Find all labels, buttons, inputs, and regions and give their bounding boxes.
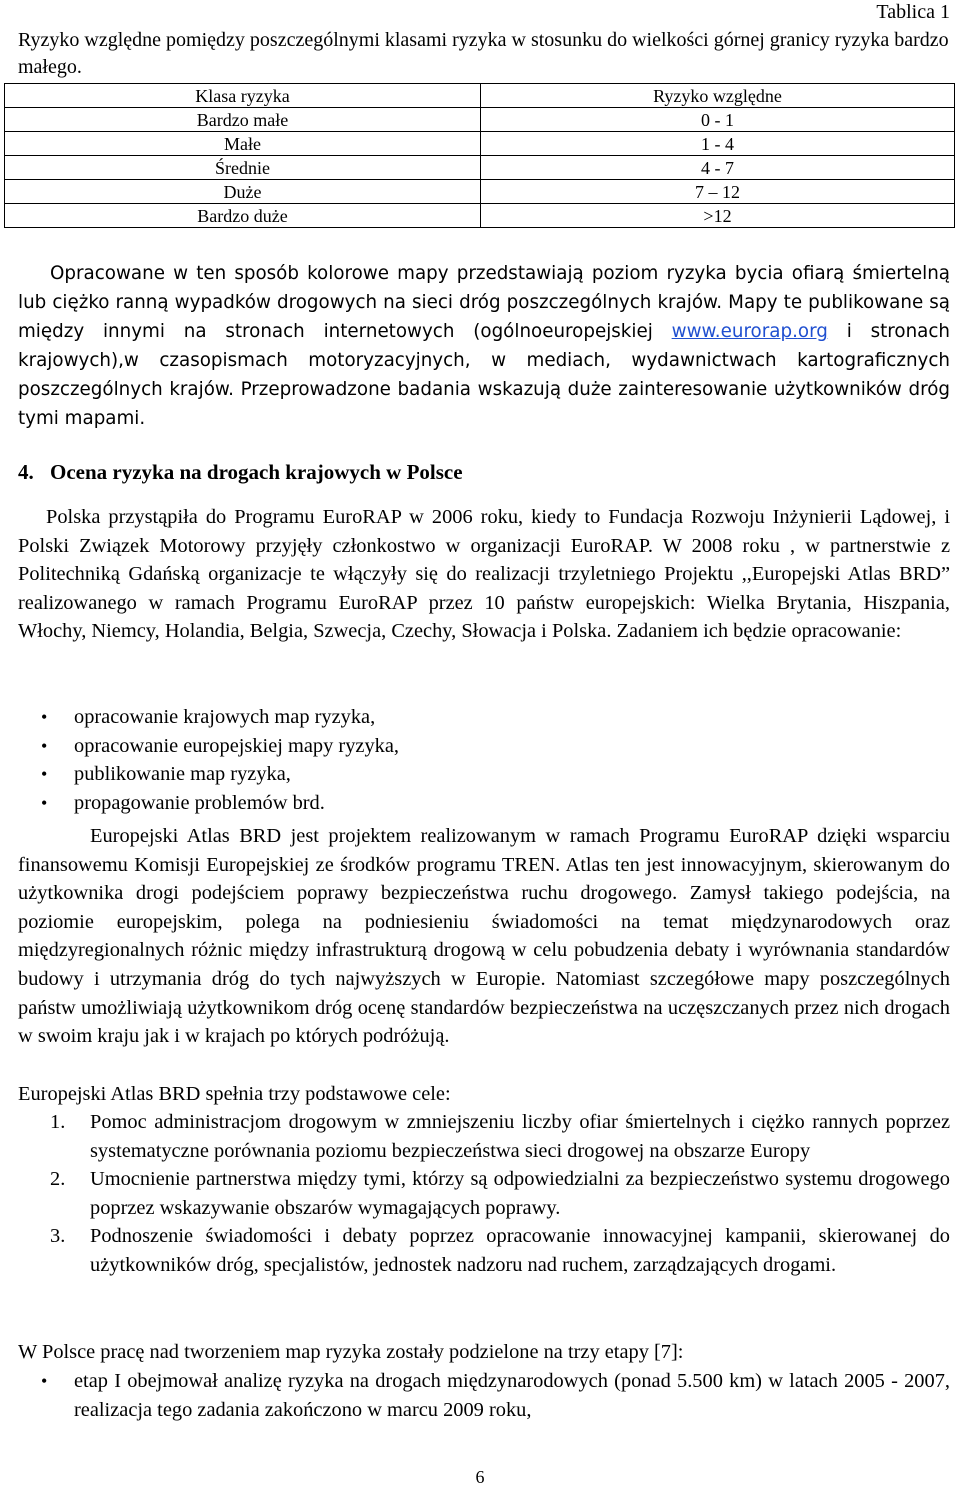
list-item: • publikowanie map ryzyka, <box>18 760 950 789</box>
list-item: • propagowanie problemów brd. <box>18 789 950 818</box>
table-row <box>5 204 955 228</box>
section-number: 4. <box>18 460 34 484</box>
table-label: Tablica 1 <box>876 1 950 23</box>
table-cell: 1 - 4 <box>481 132 955 156</box>
table-row <box>5 180 955 204</box>
list-item: • opracowanie krajowych map ryzyka, <box>18 703 950 732</box>
table-cell: Średnie <box>5 156 481 180</box>
list-number: 2. <box>50 1168 66 1190</box>
list-number: 3. <box>50 1225 66 1247</box>
table-header-cell: Klasa ryzyka <box>5 84 481 108</box>
eurorap-link[interactable]: www.eurorap.org <box>671 321 828 342</box>
table-cell: 7 – 12 <box>481 180 955 204</box>
list-item: 2. Umocnienie partnerstwa między tymi, którzy są odpowiedzialni za bezpieczeństwo systemu drogowego poprzez wskazywanie obszarów wymagających poprawy. <box>18 1165 950 1222</box>
table-header-row <box>5 84 955 108</box>
bullet-icon: • <box>41 792 48 813</box>
section-heading <box>18 458 463 486</box>
table-cell: 4 - 7 <box>481 156 955 180</box>
table-cell: Bardzo małe <box>5 108 481 132</box>
table-caption: Ryzyko względne pomiędzy poszczególnymi klasami ryzyka w stosunku do wielkości górnej granicy ryzyka bardzo małego. <box>18 29 949 78</box>
table-cell: >12 <box>481 204 955 228</box>
goals-list <box>18 1108 950 1279</box>
list-item: • etap I obejmował analizę ryzyka na drogach międzynarodowych (ponad 5.500 km) w latach 2005 - 2007, realizacja tego zadania zakończono w marcu 2009 roku, <box>18 1367 950 1424</box>
table-cell: Małe <box>5 132 481 156</box>
table-cell: Bardzo duże <box>5 204 481 228</box>
table-row <box>5 108 955 132</box>
bullet-icon: • <box>41 764 48 785</box>
paragraph-maps <box>18 259 950 433</box>
bullet-icon: • <box>41 735 48 756</box>
section-title: Ocena ryzyka na drogach krajowych w Polsce <box>50 460 463 484</box>
table-header-cell: Ryzyko względne <box>481 84 955 108</box>
paragraph-stages: W Polsce pracę nad tworzeniem map ryzyka zostały podzielone na trzy etapy [7]: <box>18 1341 684 1363</box>
list-number: 1. <box>50 1111 66 1133</box>
list-item: 1. Pomoc administracjom drogowym w zmniejszeniu liczby ofiar śmiertelnych i ciężko rannych poprzez systematyczne porównania poziomu bezpieczeństwa sieci drogowej na obszarze Europy <box>18 1108 950 1165</box>
tasks-list <box>18 703 950 817</box>
risk-table <box>4 83 955 228</box>
bullet-icon: • <box>41 1371 48 1391</box>
paragraph-eurorap: Polska przystąpiła do Programu EuroRAP w 2006 roku, kiedy to Fundacja Rozwoju Inżynierii Lądowej, i Polski Związek Motorowy przyjęły członkostwo w organizacji EuroRAP. W 2008 roku , w partnerstwie z Politechniką Gdańską organizacje te włączyły się do realizacji trzyletniego Projektu ,,Europejski Atlas BRD” realizowanego w ramach Programu EuroRAP przez 10 państw europejskich: Wielka Brytania, Hiszpania, Włochy, Niemcy, Holandia, Belgia, Szwecja, Czechy, Słowacja i Polska. Zadaniem ich będzie opracowanie: <box>18 506 950 642</box>
paragraph-atlas: Europejski Atlas BRD jest projektem realizowanym w ramach Programu EuroRAP dzięki wsparciu finansowemu Komisji Europejskiej ze środków programu TREN. Atlas ten jest innowacyjnym, skierowanym do użytkownika drogi podejściem poprawy bezpieczeństwa ruchu drogowego. Zamysł takiego podejścia, na poziomie europejskim, polega na podniesieniu świadomości na temat międzynarodowych oraz międzyregionalnych różnic między infrastrukturą drogową w celu pobudzenia debaty i wyrównania standardów budowy i utrzymania dróg do tych najwyższych w Europie. Natomiast szczegółowe mapy poszczególnych państw umożliwiają użytkownikom dróg ocenę standardów bezpieczeństwa na uczęszczanych przez nich drogach w swoim kraju jak i w krajach po których podróżują. <box>18 825 950 1048</box>
page-number: 6 <box>475 1467 485 1487</box>
paragraph-text: i stronach krajowych),w czasopismach motoryzacyjnych, w mediach, wydawnictwach kartograficznych poszczególnych krajów. Przeprowadzone badania wskazują duże zainteresowanie użytkowników dróg tymi mapami. <box>18 321 951 429</box>
paragraph-text: Opracowane w ten sposób kolorowe mapy przedstawiają poziom ryzyka bycia ofiarą śmiertelną lub ciężko ranną wypadków drogowych na sieci dróg poszczególnych krajów. Mapy te publikowane są między innymi na stronach internetowych (ogólnoeuropejskiej <box>18 263 950 342</box>
list-item: 3. Podnoszenie świadomości i debaty poprzez opracowanie innowacyjnej kampanii, skierowanej do użytkowników dróg, specjalistów, jednostek nadzoru nad ruchem, zarządzających drogami. <box>18 1222 950 1279</box>
list-item: • opracowanie europejskiej mapy ryzyka, <box>18 732 950 761</box>
stages-list <box>18 1367 950 1424</box>
goals-lead: Europejski Atlas BRD spełnia trzy podstawowe cele: <box>18 1083 451 1105</box>
table-cell: Duże <box>5 180 481 204</box>
table-row <box>5 156 955 180</box>
bullet-icon: • <box>41 707 48 727</box>
table-cell: 0 - 1 <box>481 108 955 132</box>
table-row <box>5 132 955 156</box>
